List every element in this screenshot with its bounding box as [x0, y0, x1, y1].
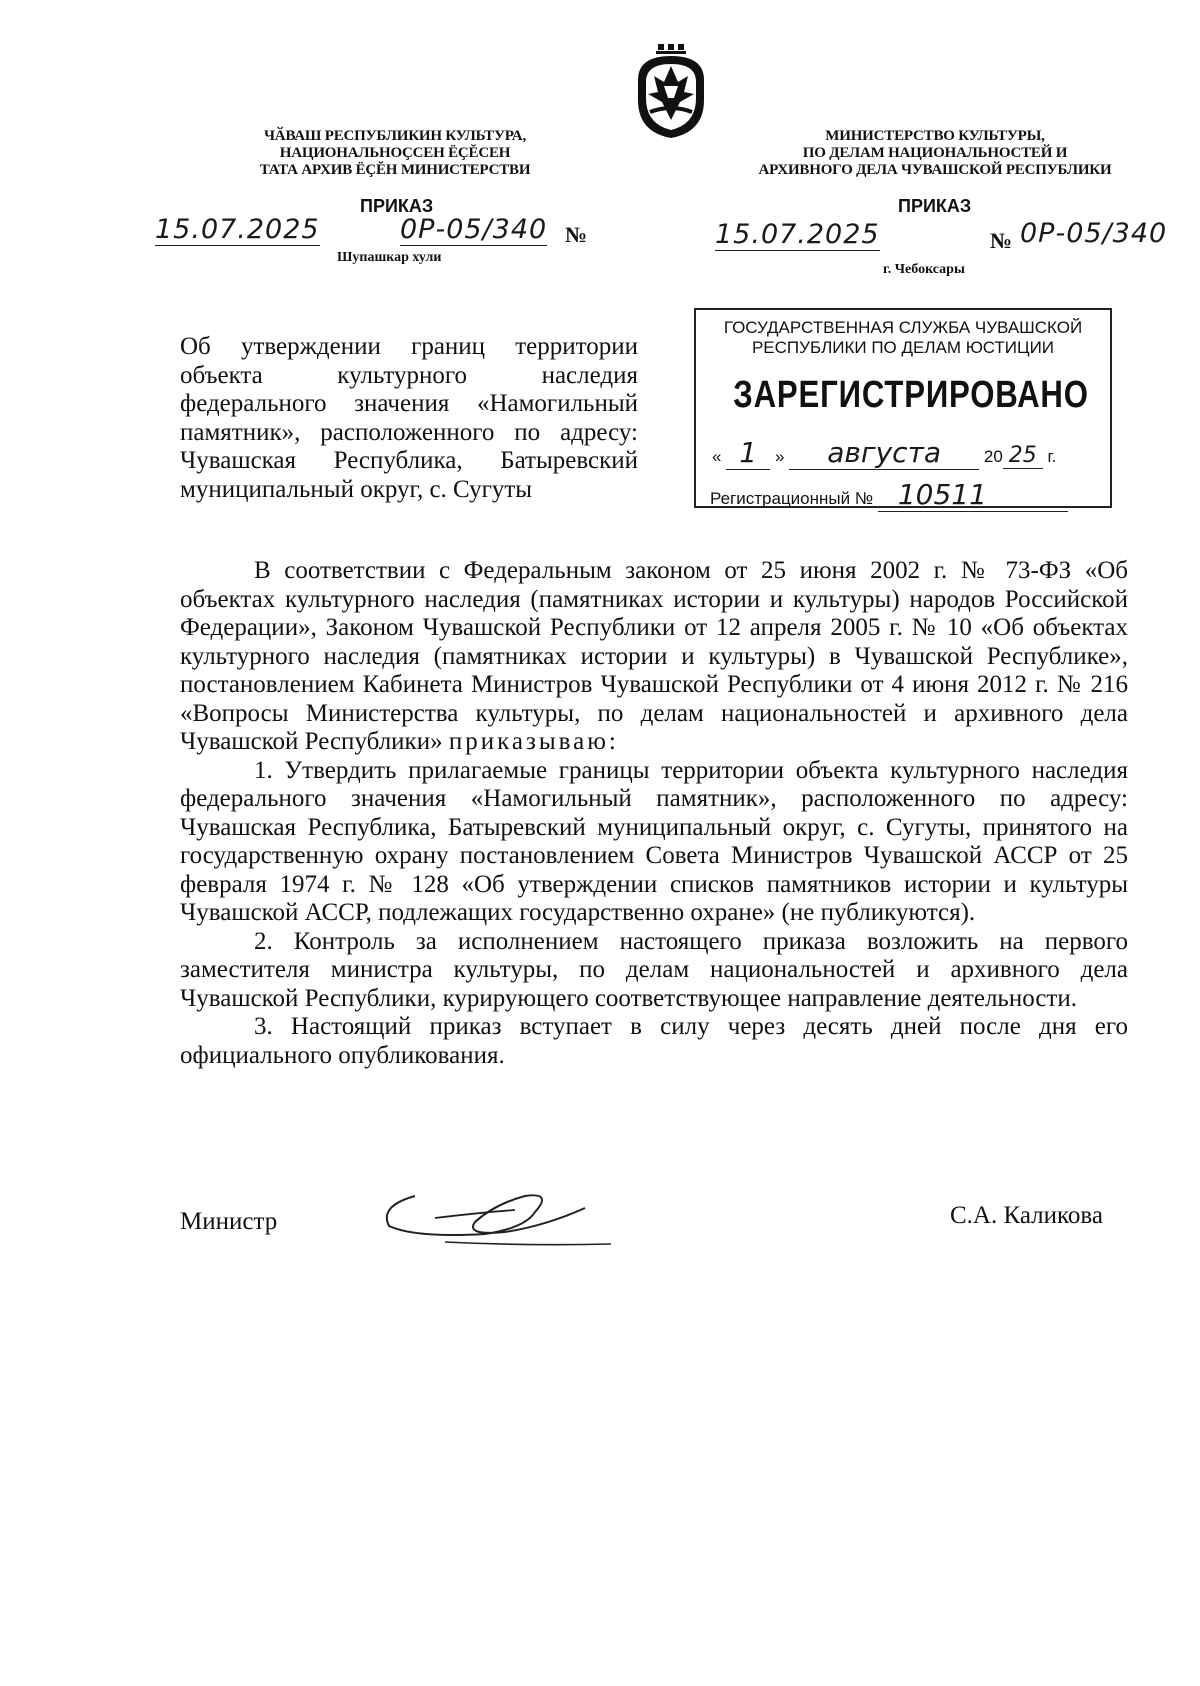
body-paragraph: 1. Утвердить прилагаемые границы территории объекта культурного наследия федерального значения «Намогильный памятник», расположенного по адресу: Чувашская Республика, Батыревский муниципальный округ, с. Сугуты, принятого на государственную охрану постановлением Совета Министров Чувашской АССР от 25 февраля 1974 г. № 128 «Об утверждении списков памятников истории и культуры Чувашской АССР, подлежащих государственно охране» (не публикуются).: [180, 756, 1128, 926]
handwritten-signature: [375, 1182, 615, 1250]
body-paragraph: 2. Контроль за исполнением настоящего приказа возложить на первого заместителя министра культуры, по делам национальностей и архивного дела Чувашской Республики, курирующего соответствующее направление деятельности.: [180, 927, 1128, 1012]
stamp-year-suffix: 25: [1003, 443, 1043, 469]
order-body: [180, 557, 1128, 1070]
place-right: г. Чебоксары: [883, 262, 965, 277]
org-name-line: ТАТА АРХИВ ЁҪĔН МИНИСТЕРСТВИ: [259, 162, 531, 178]
body-paragraph: [180, 557, 1128, 757]
number-sign-left: №: [565, 222, 588, 247]
number-sign-right: №: [990, 228, 1013, 253]
signatory-title: Министр: [180, 1208, 278, 1235]
place-left: Шупашкар хули: [337, 250, 442, 265]
org-name-line: НАЦИОНАЛЬНОҪСЕН ЁҪĔСЕН: [279, 145, 511, 161]
handwritten-number-left: 0Р-05/340: [400, 214, 548, 245]
handwritten-date-right: 15.07.2025: [715, 219, 880, 250]
signatory-name: С.А. Каликова: [950, 1202, 1103, 1229]
stamp-registration: [710, 478, 1100, 512]
order-word: приказываю:: [448, 728, 619, 755]
stamp-status: ЗАРЕГИСТРИРОВАНО: [733, 374, 1089, 416]
order-subject: Об утверждении границ территории объекта культурного наследия федерального значения «Намогильный памятник», расположенного по адресу: Чувашская Республика, Батыревский муниципальный округ, с. Сугуты: [180, 333, 638, 503]
body-preamble: В соответствии с Федеральным законом от 25 июня 2002 г. № 73-ФЗ «Об объектах культурного наследия (памятниках истории и культуры) народов Российской Федерации», Законом Чувашской Республики от 12 апреля 2005 г. № 10 «Об объектах культурного наследия (памятниках истории и культуры) в Чувашской Республике», постановлением Кабинета Министров Чувашской Республики от 4 июня 2012 г. № 216 «Вопросы Министерства культуры, по делам национальностей и архивного дела Чувашской Республики»: [180, 557, 1128, 755]
org-name-line: АРХИВНОГО ДЕЛА ЧУВАШСКОЙ РЕСПУБЛИКИ: [758, 162, 1112, 178]
stamp-year-prefix: 20: [983, 447, 1003, 466]
org-name-russian: [735, 128, 1135, 179]
body-paragraph: 3. Настоящий приказ вступает в силу через десять дней после дня его официального опубликования.: [180, 1013, 1128, 1069]
stamp-reg-label: Регистрационный №: [710, 489, 874, 508]
handwritten-number-right: 0Р-05/340: [1020, 218, 1168, 249]
handwritten-date-left: 15.07.2025: [155, 214, 320, 245]
stamp-quote-open: «: [712, 447, 722, 466]
registration-stamp: [694, 308, 1112, 511]
org-name-chuvash: [230, 128, 560, 179]
stamp-org-line: ГОСУДАРСТВЕННАЯ СЛУЖБА ЧУВАШСКОЙ: [723, 318, 1083, 337]
stamp-org: [696, 318, 1110, 358]
stamp-quote-close: »: [774, 447, 785, 466]
doc-type-left: ПРИКАЗ: [360, 196, 434, 216]
stamp-day: 1: [726, 436, 770, 470]
stamp-org-line: РЕСПУБЛИКИ ПО ДЕЛАМ ЮСТИЦИИ: [751, 338, 1055, 357]
stamp-month: августа: [789, 436, 979, 470]
org-name-line: ЧӐВАШ РЕСПУБЛИКИН КУЛЬТУРА,: [264, 128, 526, 144]
org-name-line: ПО ДЕЛАМ НАЦИОНАЛЬНОСТЕЙ И: [802, 145, 1068, 161]
chuvash-emblem-icon: [628, 42, 714, 142]
doc-type-right: ПРИКАЗ: [898, 196, 972, 216]
org-name-line: МИНИСТЕРСТВО КУЛЬТУРЫ,: [825, 128, 1045, 144]
stamp-date: [712, 436, 1100, 470]
stamp-reg-number: 10511: [878, 478, 1068, 512]
stamp-year-unit: г.: [1047, 447, 1057, 466]
